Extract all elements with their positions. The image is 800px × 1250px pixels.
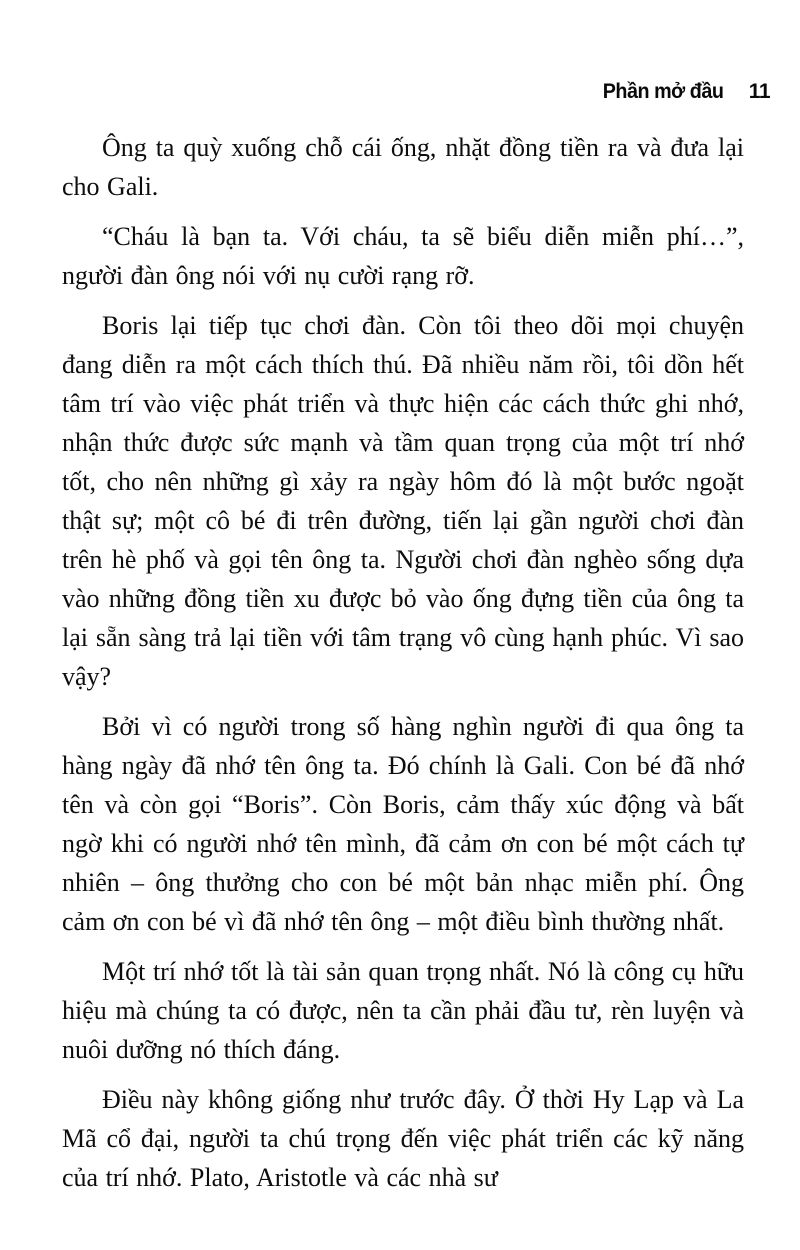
page-body-text	[62, 128, 744, 1208]
paragraph: Điều này không giống như trước đây. Ở thời Hy Lạp và La Mã cổ đại, người ta chú trọng đến việc phát triển các kỹ năng của trí nhớ. Plato, Aristotle và các nhà sư	[62, 1085, 744, 1192]
section-title: Phần mở đầu	[602, 80, 724, 103]
paragraph: Ông ta quỳ xuống chỗ cái ống, nhặt đồng tiền ra và đưa lại cho Gali.	[62, 133, 744, 201]
running-header	[0, 80, 770, 104]
paragraph: Một trí nhớ tốt là tài sản quan trọng nhất. Nó là công cụ hữu hiệu mà chúng ta có được, nên ta cần phải đầu tư, rèn luyện và nuôi dưỡng nó thích đáng.	[62, 957, 744, 1064]
page-number: 11	[748, 80, 770, 103]
paragraph: Bởi vì có người trong số hàng nghìn người đi qua ông ta hàng ngày đã nhớ tên ông ta. Đó chính là Gali. Con bé đã nhớ tên và còn gọi “Boris”. Còn Boris, cảm thấy xúc động và bất ngờ khi có người nhớ tên mình, đã cảm ơn con bé một cách tự nhiên – ông thưởng cho con bé một bản nhạc miễn phí. Ông cảm ơn con bé vì đã nhớ tên ông – một điều bình thường nhất.	[62, 712, 744, 936]
paragraph: Boris lại tiếp tục chơi đàn. Còn tôi theo dõi mọi chuyện đang diễn ra một cách thích thú. Đã nhiều năm rồi, tôi dồn hết tâm trí vào việc phát triển và thực hiện các cách thức ghi nhớ, nhận thức được sức mạnh và tầm quan trọng của một trí nhớ tốt, cho nên những gì xảy ra ngày hôm đó là một bước ngoặt thật sự; một cô bé đi trên đường, tiến lại gần người chơi đàn trên hè phố và gọi tên ông ta. Người chơi đàn nghèo sống dựa vào những đồng tiền xu được bỏ vào ống đựng tiền của ông ta lại sẵn sàng trả lại tiền với tâm trạng vô cùng hạnh phúc. Vì sao vậy?	[62, 311, 744, 691]
paragraph: “Cháu là bạn ta. Với cháu, ta sẽ biểu diễn miễn phí…”, người đàn ông nói với nụ cười rạng rỡ.	[62, 222, 744, 290]
